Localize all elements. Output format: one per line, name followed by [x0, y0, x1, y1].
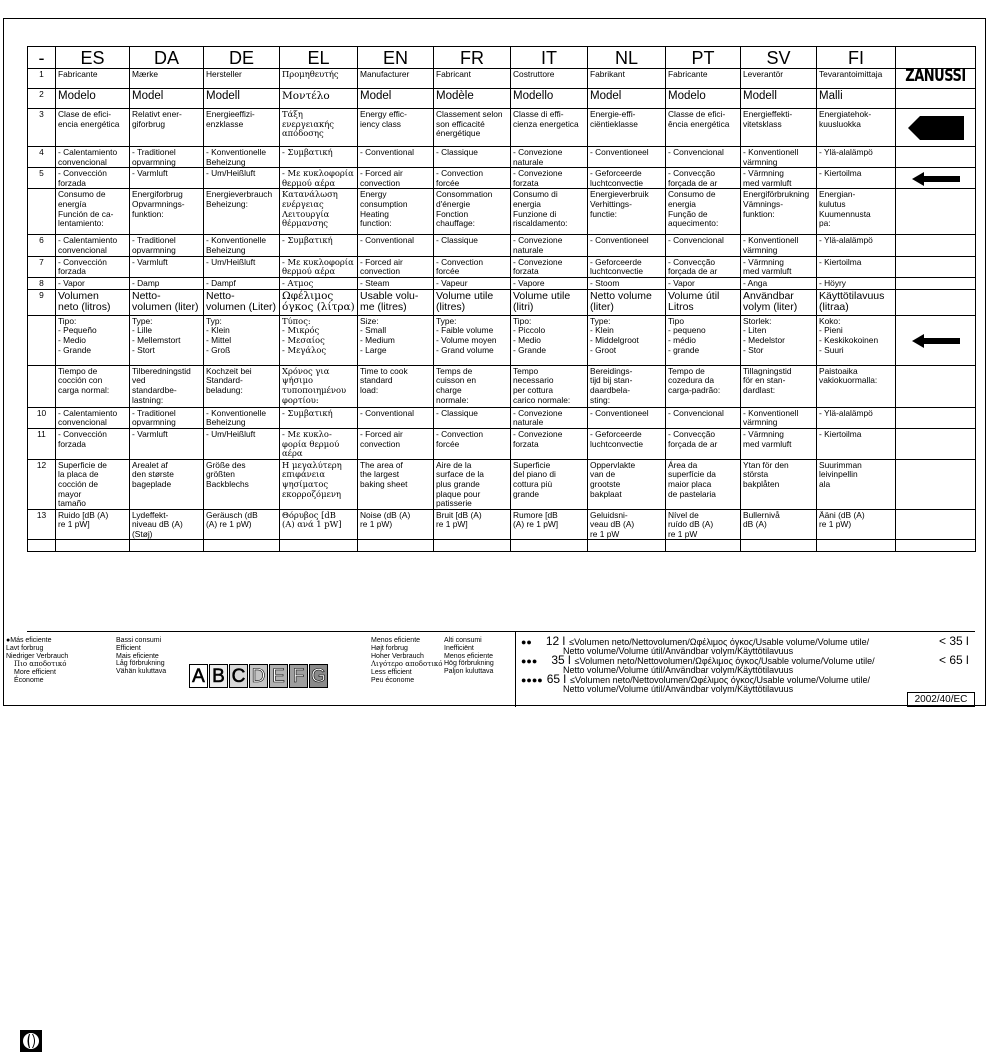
- label-cell: - Varmluft: [130, 168, 204, 189]
- volume-amount: 35 l: [551, 653, 571, 667]
- energy-scale-letter: C: [229, 664, 248, 688]
- language-header: SV: [741, 47, 817, 69]
- row-number: 5: [28, 168, 56, 189]
- label-cell: Model: [130, 89, 204, 109]
- label-cell: Consumo de energía Función de ca- lentamiento:: [56, 189, 130, 235]
- efficient-bullet: ●: [6, 637, 11, 644]
- label-cell: Energy consumption Heating function:: [358, 189, 434, 235]
- icon-cell: [896, 428, 976, 459]
- volume-dots: ●●●●: [521, 675, 543, 685]
- label-row: [28, 69, 976, 89]
- label-row: [28, 256, 976, 277]
- label-cell: - Dampf: [204, 277, 280, 289]
- label-cell: Classement selon son efficacité énergétique: [434, 109, 511, 147]
- left-arrow-icon: [910, 171, 962, 187]
- icon-cell: [896, 256, 976, 277]
- less-efficient-legend-greek: Λιγότερο αποδοτικό: [371, 660, 443, 668]
- language-header: FR: [434, 47, 511, 69]
- label-cell: Time to cook standard load:: [358, 365, 434, 407]
- row-number: 7: [28, 256, 56, 277]
- label-cell: - Konventionell värmning: [741, 407, 817, 428]
- label-cell: Energiatehok- kuusluokka: [817, 109, 896, 147]
- row-number: 2: [28, 89, 56, 109]
- less-efficient-legend-2: Alti consumi Inefficiënt Menos eficiente Hög förbrukning Paljon kuluttava: [444, 637, 494, 676]
- spacer-cell: [130, 540, 204, 552]
- label-cell: Type: - Klein - Middelgroot - Groot: [588, 315, 666, 365]
- label-cell: Modell: [741, 89, 817, 109]
- icon-cell: [896, 235, 976, 256]
- spacer-cell: [434, 540, 511, 552]
- label-cell: Volume útil Litros: [666, 289, 741, 315]
- label-cell: Energiförbrukning Vämnings- funktion:: [741, 189, 817, 235]
- language-header: NL: [588, 47, 666, 69]
- label-cell: Malli: [817, 89, 896, 109]
- label-cell: - Ylä-alalämpö: [817, 407, 896, 428]
- label-cell: Suurimman leivinpellin ala: [817, 459, 896, 509]
- label-cell: - Conventional: [358, 235, 434, 256]
- efficient-legend-en: More efficient Économe: [14, 669, 56, 684]
- label-row: [28, 147, 976, 168]
- energy-scale-letter: G: [309, 664, 328, 688]
- label-cell: Tilberedningstid ved standardbe- lastning:: [130, 365, 204, 407]
- label-cell: Bullernivå dB (A): [741, 509, 817, 540]
- label-cell: Kochzeit bei Standard- beladung:: [204, 365, 280, 407]
- label-cell: - Convección forzada: [56, 256, 130, 277]
- label-cell: Consumo de energia Função de aquecimento:: [666, 189, 741, 235]
- label-cell: Tempo necessario per cottura carico normale:: [511, 365, 588, 407]
- label-cell: - Με κυκλοφορία θερμού αέρα: [280, 256, 358, 277]
- label-cell: Model: [358, 89, 434, 109]
- label-cell: Volumen neto (litros): [56, 289, 130, 315]
- label-cell: - Convecção forçada de ar: [666, 428, 741, 459]
- label-cell: - Συμβατική: [280, 235, 358, 256]
- icon-cell: [896, 407, 976, 428]
- label-cell: Τύπος: - Μικρός - Μεσαίος - Μεγάλος: [280, 315, 358, 365]
- label-cell: - Konventionelle Beheizung: [204, 235, 280, 256]
- label-cell: - Με κυκλοφορία θερμού αέρα: [280, 168, 358, 189]
- energy-label-table: [27, 46, 976, 552]
- icon-cell: [896, 365, 976, 407]
- volume-description: ≤Volumen neto/Nettovolumen/Ωφέλιμος όγκος/Usable volume/Volume utile/: [574, 656, 875, 666]
- label-cell: Manufacturer: [358, 69, 434, 89]
- label-cell: Ytan för den största bakplåten: [741, 459, 817, 509]
- label-cell: Tipo - pequeno - médio - grande: [666, 315, 741, 365]
- label-cell: - Convencional: [666, 235, 741, 256]
- label-cell: - Συμβατική: [280, 407, 358, 428]
- brand-logo: ZANUSSI: [905, 68, 966, 87]
- label-cell: - Forced air convection: [358, 256, 434, 277]
- label-cell: - Stoom: [588, 277, 666, 289]
- row-number: [28, 365, 56, 407]
- volume-limit: < 35 l: [939, 634, 969, 648]
- label-cell: Superficie del piano di cottura più grande: [511, 459, 588, 509]
- label-cell: - Convecção forçada de ar: [666, 256, 741, 277]
- icon-cell: [896, 69, 976, 89]
- label-cell: - Forced air convection: [358, 428, 434, 459]
- spacer-cell: [28, 540, 56, 552]
- label-cell: Energieffekti- vitetsklass: [741, 109, 817, 147]
- label-cell: - Convezione forzata: [511, 256, 588, 277]
- language-header: DA: [130, 47, 204, 69]
- label-cell: Ωφέλιμος όγκος (λίτρα): [280, 289, 358, 315]
- label-cell: - Vapore: [511, 277, 588, 289]
- label-cell: Ääni (dB (A) re 1 pW): [817, 509, 896, 540]
- label-cell: Fabricante: [666, 69, 741, 89]
- label-cell: - Conventional: [358, 147, 434, 168]
- language-header: DE: [204, 47, 280, 69]
- energy-scale-letter: A: [189, 664, 208, 688]
- label-cell: - Anga: [741, 277, 817, 289]
- label-cell: Netto- volumen (Liter): [204, 289, 280, 315]
- volume-description: ≤Volumen neto/Nettovolumen/Ωφέλιμος όγκος/Usable volume/Volume utile/: [570, 675, 871, 685]
- efficient-legend-greek: Πιο αποδοτικό: [14, 660, 67, 668]
- spacer-cell: [204, 540, 280, 552]
- label-row: [28, 509, 976, 540]
- label-cell: Netto- volumen (liter): [130, 289, 204, 315]
- label-cell: - Traditionel opvarmning: [130, 147, 204, 168]
- label-cell: Modèle: [434, 89, 511, 109]
- label-cell: Consommation d'énergie Fonction chauffage:: [434, 189, 511, 235]
- row-number: 3: [28, 109, 56, 147]
- label-cell: - Conventioneel: [588, 235, 666, 256]
- footer-divider: [515, 632, 516, 707]
- label-cell: - Με κυκλο- φορία θερμού αέρα: [280, 428, 358, 459]
- row-number: 6: [28, 235, 56, 256]
- row-number: 10: [28, 407, 56, 428]
- label-cell: - Classique: [434, 147, 511, 168]
- less-efficient-legend-en: Less efficient Peu économe: [371, 669, 415, 684]
- label-cell: The area of the largest baking sheet: [358, 459, 434, 509]
- label-cell: Size: - Small - Medium - Large: [358, 315, 434, 365]
- label-cell: Energieverbruik Verhittings- functie:: [588, 189, 666, 235]
- label-cell: Área da superfície da maior placa de pastelaria: [666, 459, 741, 509]
- label-row: [28, 407, 976, 428]
- spacer-cell: [56, 540, 130, 552]
- label-cell: - Convezione naturale: [511, 407, 588, 428]
- spacer-cell: [817, 540, 896, 552]
- label-cell: Fabrikant: [588, 69, 666, 89]
- label-cell: Lydeffekt- niveau dB (A) (Støj): [130, 509, 204, 540]
- volume-dots: ●●: [521, 637, 532, 647]
- label-cell: Modelo: [666, 89, 741, 109]
- volume-description-cont: Netto volume/Volume útil/Användbar volym/Käyttötilavuus: [563, 665, 794, 675]
- spacer-cell: [511, 540, 588, 552]
- row-number: 1: [28, 69, 56, 89]
- label-cell: - Conventional: [358, 407, 434, 428]
- label-cell: - Varmluft: [130, 256, 204, 277]
- label-cell: Tevarantoimittaja: [817, 69, 896, 89]
- icon-cell: [896, 189, 976, 235]
- label-cell: Käyttötilavuus (litraa): [817, 289, 896, 315]
- label-cell: Tiempo de cocción con carga normal:: [56, 365, 130, 407]
- label-cell: Classe di effi- cienza energetica: [511, 109, 588, 147]
- label-cell: - Conventioneel: [588, 147, 666, 168]
- label-cell: - Um/Heißluft: [204, 428, 280, 459]
- label-cell: Temps de cuisson en charge normale:: [434, 365, 511, 407]
- volume-amount: 12 l: [545, 634, 566, 648]
- label-cell: Χρόνος για ψήσιμο τυποποιημένου φορτίου:: [280, 365, 358, 407]
- label-cell: Modell: [204, 89, 280, 109]
- label-cell: Användbar volym (liter): [741, 289, 817, 315]
- label-cell: Energieeffizi- enzklasse: [204, 109, 280, 147]
- label-cell: Κατανάλωση ενέργειας Λειτουργία θέρμανσης: [280, 189, 358, 235]
- label-cell: - Kiertoilma: [817, 168, 896, 189]
- label-cell: - Konventionell värmning: [741, 235, 817, 256]
- spacer-cell: [896, 540, 976, 552]
- label-cell: - Calentamiento convencional: [56, 147, 130, 168]
- label-cell: Relativt ener- giforbrug: [130, 109, 204, 147]
- energy-scale-letter: B: [209, 664, 228, 688]
- label-cell: - Convezione forzata: [511, 168, 588, 189]
- spacer-cell: [280, 540, 358, 552]
- label-cell: - Συμβατική: [280, 147, 358, 168]
- label-cell: - Kiertoilma: [817, 256, 896, 277]
- label-cell: - Convection forcée: [434, 428, 511, 459]
- label-cell: - Höyry: [817, 277, 896, 289]
- label-cell: - Calentamiento convencional: [56, 407, 130, 428]
- label-cell: - Värmning med varmluft: [741, 256, 817, 277]
- label-cell: Classe de efici- ência energética: [666, 109, 741, 147]
- label-row: [28, 189, 976, 235]
- label-row: [28, 277, 976, 289]
- efficient-legend-2: Bassi consumi Efficient Mais eficiente Låg förbrukning Vähän kuluttava: [116, 637, 167, 676]
- label-cell: Costruttore: [511, 69, 588, 89]
- label-cell: Type: - Faible volume - Volume moyen - Grand volume: [434, 315, 511, 365]
- label-cell: Geluidsni- veau dB (A) re 1 pW: [588, 509, 666, 540]
- label-cell: Fabricante: [56, 69, 130, 89]
- energy-scale-letter: D: [249, 664, 268, 688]
- icon-cell: [896, 147, 976, 168]
- icon-column-header: [896, 47, 976, 69]
- label-cell: Energian- kulutus Kuumennusta pa:: [817, 189, 896, 235]
- label-row: [28, 89, 976, 109]
- icon-cell: [896, 459, 976, 509]
- spacer-row: [28, 540, 976, 552]
- row-number: 8: [28, 277, 56, 289]
- label-cell: Aire de la surface de la plus grande plaque pour patisserie: [434, 459, 511, 509]
- label-cell: Tillagningstid för en stan- dardlast:: [741, 365, 817, 407]
- label-cell: - Convencional: [666, 147, 741, 168]
- icon-cell: [896, 89, 976, 109]
- icon-cell: [896, 315, 976, 365]
- label-cell: - Ylä-alalämpö: [817, 147, 896, 168]
- label-row: [28, 289, 976, 315]
- label-cell: Energie-effi- ciëntieklasse: [588, 109, 666, 147]
- row-number: 12: [28, 459, 56, 509]
- icon-cell: [896, 509, 976, 540]
- label-cell: - Traditionel opvarmning: [130, 407, 204, 428]
- spacer-cell: [666, 540, 741, 552]
- label-cell: - Ylä-alalämpö: [817, 235, 896, 256]
- label-cell: Arealet af den største bageplade: [130, 459, 204, 509]
- label-cell: Paistoaika vakiokuormalla:: [817, 365, 896, 407]
- icon-cell: [896, 168, 976, 189]
- volume-description-cont: Netto volume/Volume útil/Användbar volym/Käyttötilavuus: [563, 646, 794, 656]
- label-cell: - Convecção forçada de ar: [666, 168, 741, 189]
- label-cell: Energy effic- iency class: [358, 109, 434, 147]
- energy-label-frame: [3, 18, 986, 706]
- label-cell: Modello: [511, 89, 588, 109]
- label-cell: Tempo de cozedura da carga-padrão:: [666, 365, 741, 407]
- label-cell: - Convezione naturale: [511, 235, 588, 256]
- label-cell: - Konventionell värmning: [741, 147, 817, 168]
- label-row: [28, 428, 976, 459]
- volume-limit: < 65 l: [939, 653, 969, 667]
- label-cell: - Kiertoilma: [817, 428, 896, 459]
- label-cell: Volume utile (litri): [511, 289, 588, 315]
- label-cell: Rumore [dB (A) re 1 pW]: [511, 509, 588, 540]
- header-row: [28, 47, 976, 69]
- label-cell: - Geforceerde luchtconvectie: [588, 428, 666, 459]
- label-cell: Leverantör: [741, 69, 817, 89]
- label-cell: - Värmning med varmluft: [741, 428, 817, 459]
- language-header: IT: [511, 47, 588, 69]
- language-header: FI: [817, 47, 896, 69]
- label-cell: - Vapor: [56, 277, 130, 289]
- label-cell: - Convección forzada: [56, 428, 130, 459]
- left-arrow-icon: [910, 333, 962, 349]
- label-cell: Tipo: - Piccolo - Medio - Grande: [511, 315, 588, 365]
- language-header: ES: [56, 47, 130, 69]
- energy-scale: [189, 664, 329, 692]
- less-efficient-legend: Menos eficiente Højt forbrug Hoher Verbrauch: [371, 637, 424, 660]
- label-cell: Τάξη ενεργειακής απόδοσης: [280, 109, 358, 147]
- label-cell: Consumo di energia Funzione di riscaldamento:: [511, 189, 588, 235]
- label-cell: Energiforbrug Opvarmnings- funktion:: [130, 189, 204, 235]
- label-cell: - Steam: [358, 277, 434, 289]
- row-number: 11: [28, 428, 56, 459]
- label-cell: Model: [588, 89, 666, 109]
- energy-scale-letter: F: [289, 664, 308, 688]
- energy-scale-letter: E: [269, 664, 288, 688]
- language-header: EL: [280, 47, 358, 69]
- label-cell: Oppervlakte van de grootste bakplaat: [588, 459, 666, 509]
- label-cell: Μοντέλο: [280, 89, 358, 109]
- label-cell: Typ: - Klein - Mittel - Groß: [204, 315, 280, 365]
- label-cell: - Traditionel opvarmning: [130, 235, 204, 256]
- label-cell: - Convection forcée: [434, 168, 511, 189]
- row-number: 9: [28, 289, 56, 315]
- header-corner: -: [28, 47, 56, 69]
- row-number: 13: [28, 509, 56, 540]
- label-cell: Bruit [dB (A) re 1 pW]: [434, 509, 511, 540]
- volume-description: ≤Volumen neto/Nettovolumen/Ωφέλιμος όγκος/Usable volume/Volume utile/: [569, 637, 870, 647]
- label-cell: Modelo: [56, 89, 130, 109]
- energy-label: [6, 46, 975, 706]
- language-header: PT: [666, 47, 741, 69]
- label-cell: - Vapor: [666, 277, 741, 289]
- label-cell: Clase de efici- encia energética: [56, 109, 130, 147]
- row-number: [28, 315, 56, 365]
- label-cell: Noise (dB (A) re 1 pW): [358, 509, 434, 540]
- label-cell: Προμηθευτής: [280, 69, 358, 89]
- label-cell: - Calentamiento convencional: [56, 235, 130, 256]
- language-header: EN: [358, 47, 434, 69]
- label-cell: Volume utile (litres): [434, 289, 511, 315]
- spacer-cell: [741, 540, 817, 552]
- row-number: [28, 189, 56, 235]
- efficiency-class-arrow-icon: [906, 115, 966, 141]
- label-footer: [6, 631, 975, 707]
- label-cell: Mærke: [130, 69, 204, 89]
- label-cell: - Um/Heißluft: [204, 168, 280, 189]
- efficient-legend: ●Más eficiente Lavt forbrug Niedriger Verbrauch: [6, 637, 69, 660]
- icon-cell: [896, 277, 976, 289]
- label-row: [28, 235, 976, 256]
- volume-amount: 65 l: [546, 672, 567, 686]
- label-cell: - Convezione forzata: [511, 428, 588, 459]
- label-cell: - Konventionelle Beheizung: [204, 147, 280, 168]
- label-cell: Superficie de la placa de cocción de mayor tamaño: [56, 459, 130, 509]
- label-cell: Bereidings- tijd bij stan- daardbela- sting:: [588, 365, 666, 407]
- label-cell: - Geforceerde luchtconvectie: [588, 256, 666, 277]
- label-cell: - Varmluft: [130, 428, 204, 459]
- label-row: [28, 459, 976, 509]
- label-cell: Größe des größten Backblechs: [204, 459, 280, 509]
- label-cell: - Damp: [130, 277, 204, 289]
- electrolux-logo-icon: [20, 1030, 42, 1052]
- label-cell: - Convección forzada: [56, 168, 130, 189]
- label-cell: - Forced air convection: [358, 168, 434, 189]
- label-cell: Nível de ruído dB (A) re 1 pW: [666, 509, 741, 540]
- label-cell: Type: - Lille - Mellemstort - Stort: [130, 315, 204, 365]
- label-cell: Hersteller: [204, 69, 280, 89]
- label-cell: - Conventioneel: [588, 407, 666, 428]
- label-cell: - Värmning med varmluft: [741, 168, 817, 189]
- spacer-cell: [588, 540, 666, 552]
- label-cell: Koko: - Pieni - Keskikokoinen - Suuri: [817, 315, 896, 365]
- icon-cell: [896, 289, 976, 315]
- label-cell: - Ατμος: [280, 277, 358, 289]
- spacer-cell: [358, 540, 434, 552]
- icon-cell: [896, 109, 976, 147]
- label-cell: Η μεγαλύτερη επιφάνεια ψησίματος εκορροζόμενη: [280, 459, 358, 509]
- label-cell: Ruido [dB (A) re 1 pW]: [56, 509, 130, 540]
- label-row: [28, 168, 976, 189]
- label-row: [28, 315, 976, 365]
- label-cell: Usable volu- me (litres): [358, 289, 434, 315]
- label-cell: Fabricant: [434, 69, 511, 89]
- label-row: [28, 365, 976, 407]
- label-cell: - Convencional: [666, 407, 741, 428]
- directive-number: 2002/40/EC: [907, 692, 975, 707]
- label-cell: Θόρυβος [dB (A) ανά 1 pW]: [280, 509, 358, 540]
- label-cell: - Classique: [434, 235, 511, 256]
- label-cell: - Um/Heißluft: [204, 256, 280, 277]
- label-cell: - Convezione naturale: [511, 147, 588, 168]
- row-number: 4: [28, 147, 56, 168]
- label-cell: Geräusch (dB (A) re 1 pW): [204, 509, 280, 540]
- label-cell: - Vapeur: [434, 277, 511, 289]
- label-cell: Netto volume (liter): [588, 289, 666, 315]
- label-cell: - Geforceerde luchtconvectie: [588, 168, 666, 189]
- label-cell: Tipo: - Pequeño - Medio - Grande: [56, 315, 130, 365]
- label-cell: Energieverbrauch Beheizung:: [204, 189, 280, 235]
- label-cell: - Konventionelle Beheizung: [204, 407, 280, 428]
- volume-dots: ●●●: [521, 656, 538, 666]
- label-row: [28, 109, 976, 147]
- label-cell: - Convection forcée: [434, 256, 511, 277]
- label-cell: - Classique: [434, 407, 511, 428]
- volume-description-cont: Netto volume/Volume útil/Användbar volym/Käyttötilavuus: [563, 684, 794, 694]
- label-cell: Storlek: - Liten - Medelstor - Stor: [741, 315, 817, 365]
